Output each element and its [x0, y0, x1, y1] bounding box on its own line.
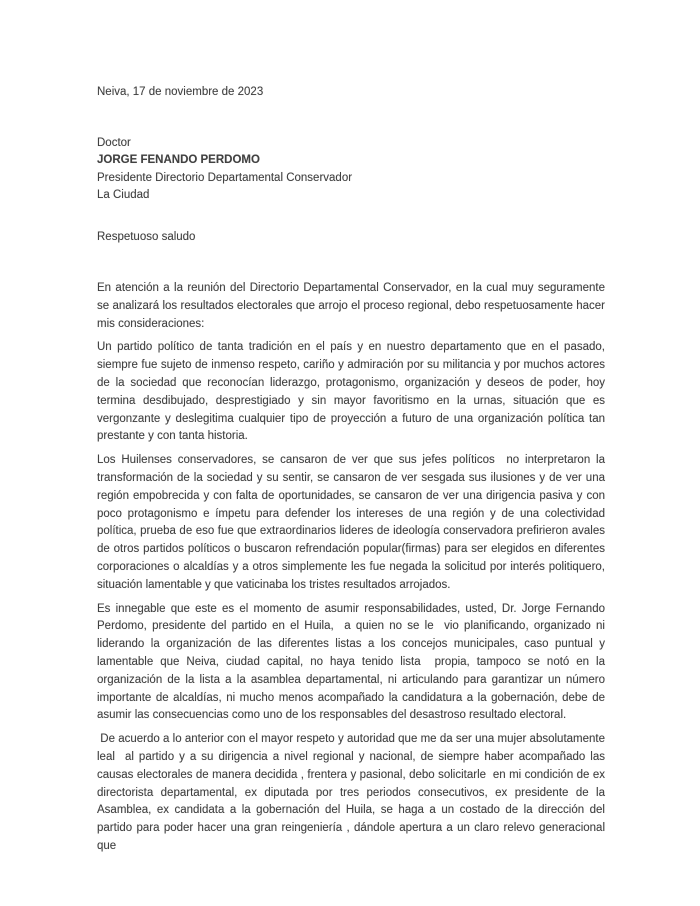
paragraph-introduction: En atención a la reunión del Directorio Departamental Conservador, en la cual muy seguramente se analizará los resultados electorales que arrojo el proceso regional, debo respetuosamente hacer mis consideraciones: [97, 282, 609, 330]
recipient-block [97, 135, 605, 205]
recipient-name: JORGE FENANDO PERDOMO [97, 154, 260, 166]
paragraph-responsabilidades: Es innegable que este es el momento de asumir responsabilidades, usted, Dr. Jorge Fernando Perdomo, presidente del partido en el Huila, a quien no se le vio planificando, organizado ni liderando la organización de las diferentes listas a los concejos municipales, caso puntual y lamentable que Neiva, ciudad capital, no haya tenido lista propia, tampoco se notó en la organización de la lista a la asamblea departamental, ni articulando para garantizar un número importante de alcaldías, ni mucho menos acompañado la candidatura a la gobernación, debe de asumir las consecuencias como uno de los responsables del desastroso resultado electoral. [97, 602, 609, 722]
letter-body [97, 280, 609, 856]
letter-date: Neiva, 17 de noviembre de 2023 [97, 86, 264, 98]
recipient-salutation: Doctor [97, 136, 131, 149]
paragraph-huilenses-conservadores: Los Huilenses conservadores, se cansaron de ver que sus jefes políticos no interpretaron la transformación de la sociedad y su sentir, se cansaron de ver sesgada sus ilusiones y de ver una región empobrecida y con falta de oportunidades, se cansaron de ver una dirigencia pasiva y con poco protagonismo e ímpetu para defender los intereses de una región y de una colectividad política, prueba de eso fue que extraordinarios lideres de ideología conservadora prefirieron avales de otros partidos políticos o buscaron refrendación popular(firmas) para ser elegidos en diferentes corporaciones o alcaldías y a otros simplemente les fue negada la solicitud por interés politiquero, situación lamentable y que vaticinaba los tristes resultados arrojados. [97, 454, 609, 591]
greeting-line: Respetuoso saludo [97, 230, 196, 243]
letter-content [97, 84, 609, 862]
paragraph-solicitud: De acuerdo a lo anterior con el mayor respeto y autoridad que me da ser una mujer absolutamente leal al partido y a su dirigencia a nivel regional y nacional, de siempre haber acompañado las causas electorales de manera decidida , frentera y pasional, debo solicitarle en mi condición de ex directorista departamental, ex diputada por tres periodos consecutivos, ex presidente de la Asamblea, ex candidata a la gobernación del Huila, se haga a un costado de la dirección del partido para poder hacer una gran reingeniería , dándole apertura a un claro relevo generacional que [97, 733, 609, 852]
recipient-title: Presidente Directorio Departamental Conservador [97, 171, 353, 184]
recipient-city: La Ciudad [97, 189, 150, 201]
paragraph-party-tradition: Un partido político de tanta tradición en el país y en nuestro departamento que en el pasado, siempre fue sujeto de inmenso respeto, cariño y admiración por su militancia y por muchos actores de la sociedad que reconocían liderazgo, protagonismo, organización y deseos de poder, hoy termina desdibujado, desprestigiado y sin mayor favoritismo en la urnas, situación que es vergonzante y deslegitima cualquier tipo de proyección a futuro de una organización política tan prestante y con tanta historia. [97, 341, 609, 443]
